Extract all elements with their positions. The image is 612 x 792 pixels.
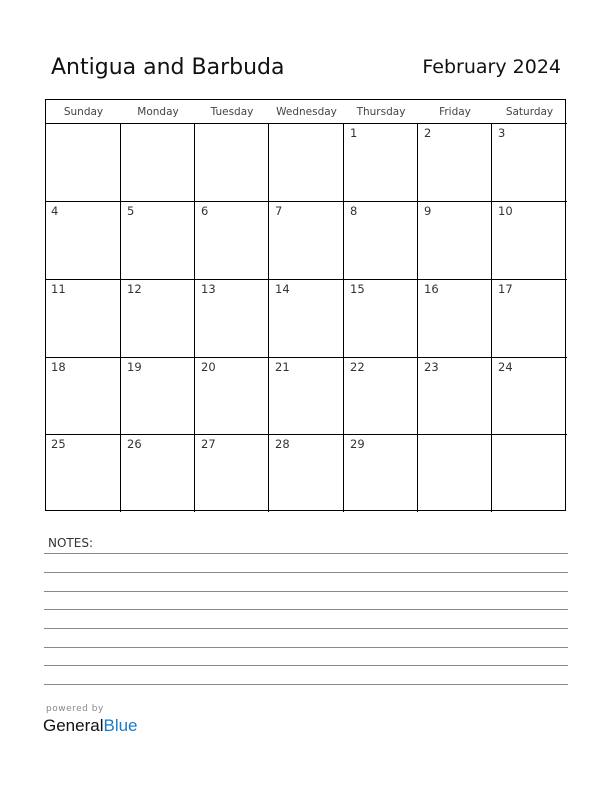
day-number: 5 bbox=[127, 204, 135, 218]
notes-line bbox=[44, 628, 568, 629]
day-number: 2 bbox=[424, 126, 432, 140]
day-cell bbox=[45, 357, 121, 435]
notes-line bbox=[44, 591, 568, 592]
day-number: 22 bbox=[350, 360, 365, 374]
day-number: 12 bbox=[127, 282, 142, 296]
day-number: 1 bbox=[350, 126, 358, 140]
day-cell bbox=[343, 357, 418, 435]
day-cell bbox=[417, 201, 492, 280]
weekday-header-wednesday: Wednesday bbox=[276, 106, 337, 118]
day-cell bbox=[491, 201, 567, 280]
day-number: 18 bbox=[51, 360, 66, 374]
day-cell bbox=[194, 123, 269, 202]
day-cell bbox=[491, 123, 567, 202]
day-number: 28 bbox=[275, 437, 290, 451]
day-cell bbox=[268, 357, 344, 435]
logo-blue: Blue bbox=[103, 716, 138, 735]
day-cell bbox=[45, 434, 121, 512]
logo-general: General bbox=[43, 716, 104, 735]
day-cell bbox=[491, 279, 567, 358]
day-number: 13 bbox=[201, 282, 216, 296]
day-number: 20 bbox=[201, 360, 216, 374]
day-number: 25 bbox=[51, 437, 66, 451]
day-cell bbox=[194, 201, 269, 280]
day-number: 9 bbox=[424, 204, 432, 218]
notes-line bbox=[44, 647, 568, 648]
day-cell bbox=[194, 357, 269, 435]
day-cell bbox=[120, 357, 195, 435]
calendar-grid bbox=[45, 99, 566, 511]
notes-line bbox=[44, 572, 568, 573]
day-number: 4 bbox=[51, 204, 59, 218]
day-cell bbox=[417, 434, 492, 512]
day-cell bbox=[268, 434, 344, 512]
day-number: 19 bbox=[127, 360, 142, 374]
day-number: 29 bbox=[350, 437, 365, 451]
day-number: 26 bbox=[127, 437, 142, 451]
day-number: 11 bbox=[51, 282, 66, 296]
day-number: 14 bbox=[275, 282, 290, 296]
notes-line bbox=[44, 609, 568, 610]
day-cell bbox=[45, 123, 121, 202]
notes-line bbox=[44, 665, 568, 666]
day-number: 8 bbox=[350, 204, 358, 218]
day-cell bbox=[343, 123, 418, 202]
day-number: 21 bbox=[275, 360, 290, 374]
day-number: 23 bbox=[424, 360, 439, 374]
day-cell bbox=[120, 201, 195, 280]
notes-label: NOTES: bbox=[48, 536, 93, 550]
day-cell bbox=[268, 201, 344, 280]
day-cell bbox=[491, 434, 567, 512]
day-cell bbox=[120, 123, 195, 202]
day-cell bbox=[194, 434, 269, 512]
day-cell bbox=[417, 357, 492, 435]
day-number: 6 bbox=[201, 204, 209, 218]
day-cell bbox=[343, 279, 418, 358]
day-cell bbox=[268, 123, 344, 202]
calendar-country-title: Antigua and Barbuda bbox=[51, 55, 285, 80]
powered-by-text: powered by bbox=[46, 704, 104, 714]
weekday-header-monday: Monday bbox=[137, 106, 179, 118]
day-number: 7 bbox=[275, 204, 283, 218]
day-number: 24 bbox=[498, 360, 513, 374]
day-number: 10 bbox=[498, 204, 513, 218]
day-cell bbox=[45, 279, 121, 358]
day-cell bbox=[343, 201, 418, 280]
day-cell bbox=[417, 123, 492, 202]
day-number: 16 bbox=[424, 282, 439, 296]
notes-line bbox=[44, 684, 568, 685]
day-cell bbox=[491, 357, 567, 435]
weekday-header-saturday: Saturday bbox=[505, 106, 554, 118]
weekday-header-tuesday: Tuesday bbox=[210, 106, 254, 118]
day-number: 3 bbox=[498, 126, 506, 140]
day-cell bbox=[268, 279, 344, 358]
notes-line bbox=[44, 553, 568, 554]
day-cell bbox=[194, 279, 269, 358]
weekday-header-friday: Friday bbox=[439, 106, 471, 118]
weekday-header-thursday: Thursday bbox=[356, 106, 406, 118]
day-cell bbox=[417, 279, 492, 358]
weekday-header-sunday: Sunday bbox=[63, 106, 104, 118]
generalblue-logo bbox=[43, 716, 138, 736]
day-cell bbox=[120, 279, 195, 358]
day-number: 17 bbox=[498, 282, 513, 296]
calendar-month-title: February 2024 bbox=[422, 56, 561, 78]
day-cell bbox=[45, 201, 121, 280]
day-cell bbox=[343, 434, 418, 512]
day-cell bbox=[120, 434, 195, 512]
day-number: 15 bbox=[350, 282, 365, 296]
day-number: 27 bbox=[201, 437, 216, 451]
